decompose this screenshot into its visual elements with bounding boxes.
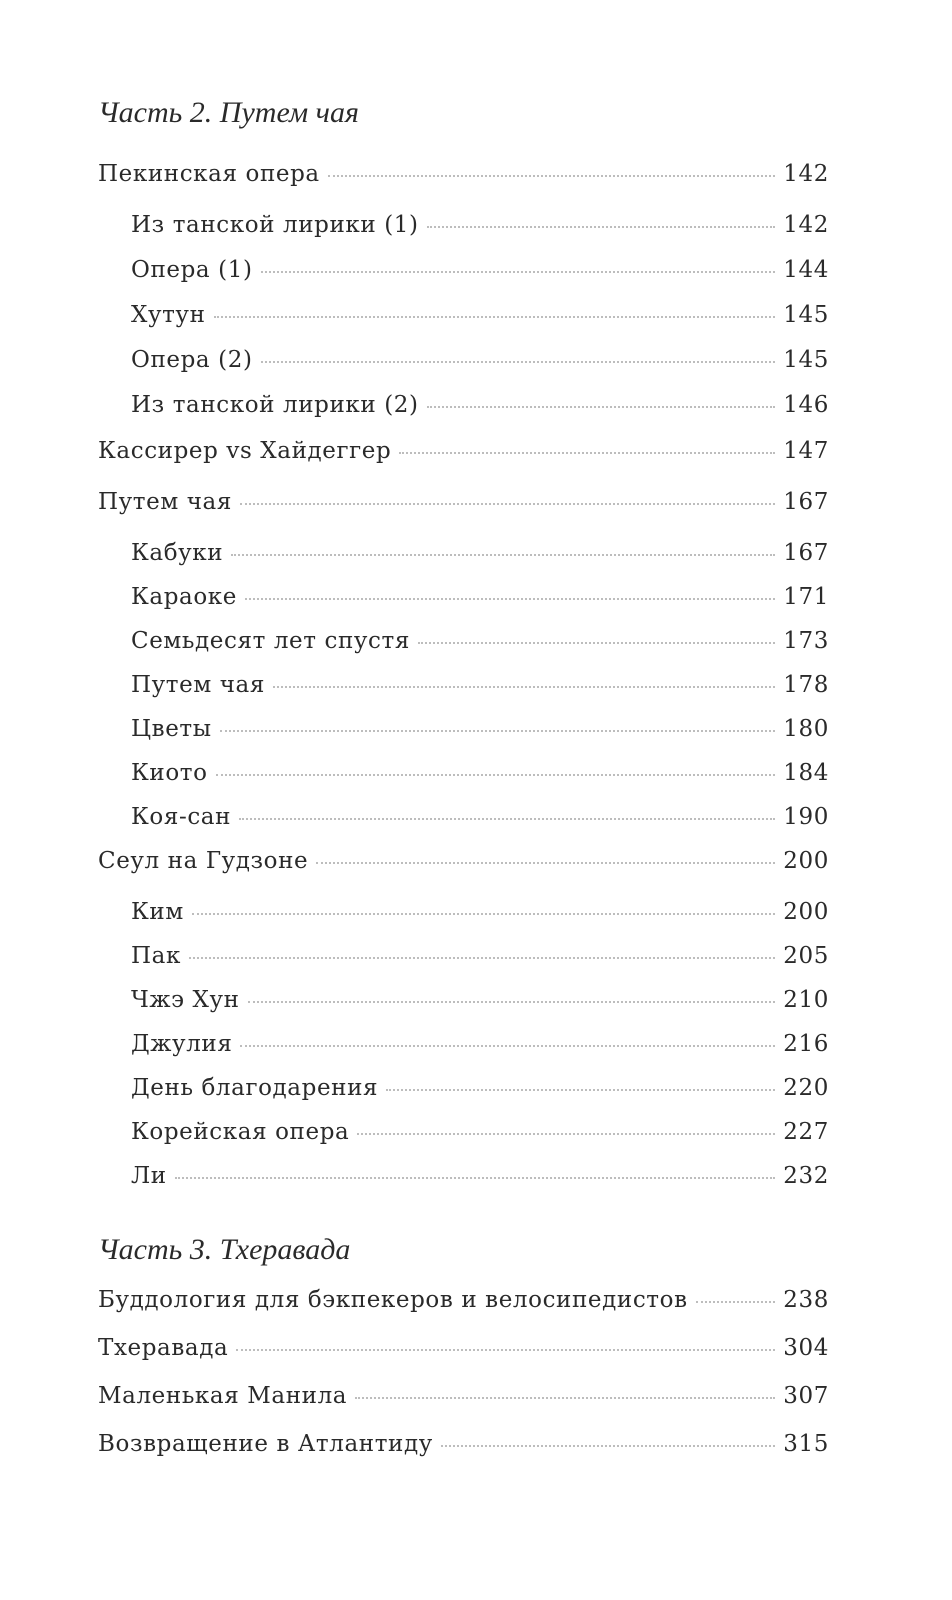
toc-entry-title: Из танской лирики (2) [131, 392, 419, 418]
toc-entry-title: Коя-сан [131, 804, 232, 830]
toc-entry-page: 200 [783, 899, 829, 925]
dot-leader [418, 642, 775, 644]
toc-entry-title: Буддология для бэкпекеров и велосипедистов [98, 1287, 688, 1313]
dot-leader [427, 406, 776, 408]
toc-entry[interactable] [131, 1159, 829, 1193]
toc-entry-title: Семьдесят лет спустя [131, 628, 410, 654]
toc-entry-page: 216 [783, 1031, 829, 1057]
toc-entry-title: Из танской лирики (1) [131, 212, 419, 238]
dot-leader [273, 686, 775, 688]
toc-entry-page: 142 [783, 161, 829, 187]
toc-entry-title: Пекинская опера [98, 161, 320, 187]
dot-leader [231, 554, 775, 556]
dot-leader [261, 361, 776, 363]
toc-entry[interactable] [131, 668, 829, 702]
toc-entry-title: Кабуки [131, 540, 224, 566]
toc-entry[interactable] [98, 1331, 829, 1365]
toc-entry[interactable] [131, 208, 829, 242]
toc-entry[interactable] [131, 388, 829, 422]
toc-entry[interactable] [131, 895, 829, 929]
toc-entry-title: Цветы [131, 716, 212, 742]
toc-entry-page: 171 [783, 584, 829, 610]
dot-leader [441, 1445, 775, 1447]
toc-entry[interactable] [131, 580, 829, 614]
toc-entry-page: 146 [783, 392, 829, 418]
toc-entry-page: 227 [783, 1119, 829, 1145]
toc-entry-title: Возвращение в Атлантиду [98, 1431, 433, 1457]
dot-leader [239, 818, 775, 820]
toc-entry[interactable] [98, 844, 829, 878]
toc-entry[interactable] [131, 1115, 829, 1149]
toc-entry-page: 167 [783, 540, 829, 566]
toc-entry-page: 205 [783, 943, 829, 969]
toc-entry-title: Путем чая [131, 672, 265, 698]
toc-entry-title: Хутун [131, 302, 206, 328]
toc-entry-page: 178 [783, 672, 829, 698]
toc-entry[interactable] [131, 939, 829, 973]
toc-entry[interactable] [98, 1283, 829, 1317]
toc-entry[interactable] [98, 434, 829, 468]
dot-leader [696, 1301, 776, 1303]
toc-entry-page: 190 [783, 804, 829, 830]
dot-leader [236, 1349, 775, 1351]
toc-entry[interactable] [131, 298, 829, 332]
dot-leader [175, 1177, 776, 1179]
toc-entry-title: Маленькая Манила [98, 1383, 348, 1409]
toc-entry-page: 142 [783, 212, 829, 238]
toc-entry[interactable] [131, 1071, 829, 1105]
toc-entry[interactable] [98, 485, 829, 519]
toc-entry-title: Чжэ Хун [131, 987, 240, 1013]
dot-leader [214, 316, 776, 318]
dot-leader [245, 598, 775, 600]
toc-entry-title: Джулия [131, 1031, 233, 1057]
dot-leader [220, 730, 776, 732]
toc-entry[interactable] [131, 1027, 829, 1061]
dot-leader [216, 774, 776, 776]
toc-entry-title: Караоке [131, 584, 237, 610]
toc-entry-page: 173 [783, 628, 829, 654]
toc-entry-page: 180 [783, 716, 829, 742]
toc-entry-title: Опера (1) [131, 257, 253, 283]
toc-entry[interactable] [131, 712, 829, 746]
dot-leader [357, 1133, 775, 1135]
dot-leader [316, 862, 775, 864]
dot-leader [328, 175, 776, 177]
toc-entry-page: 147 [783, 438, 829, 464]
toc-entry-page: 232 [783, 1163, 829, 1189]
dot-leader [399, 452, 775, 454]
dot-leader [240, 1045, 775, 1047]
toc-entry-page: 145 [783, 347, 829, 373]
toc-entry-page: 307 [783, 1383, 829, 1409]
part-3-heading: Часть 3. Тхеравада [98, 1233, 351, 1266]
toc-entry[interactable] [131, 343, 829, 377]
dot-leader [355, 1397, 775, 1399]
toc-entry-title: Опера (2) [131, 347, 253, 373]
dot-leader [248, 1001, 776, 1003]
toc-entry-title: Ли [131, 1163, 167, 1189]
toc-entry-page: 304 [783, 1335, 829, 1361]
toc-entry[interactable] [131, 253, 829, 287]
toc-entry-page: 238 [783, 1287, 829, 1313]
toc-entry[interactable] [98, 1427, 829, 1461]
part-2-heading: Часть 2. Путем чая [98, 96, 359, 129]
toc-entry-page: 167 [783, 489, 829, 515]
dot-leader [240, 503, 775, 505]
toc-entry-page: 144 [783, 257, 829, 283]
dot-leader [261, 271, 776, 273]
dot-leader [192, 913, 775, 915]
toc-entry-title: Сеул на Гудзоне [98, 848, 309, 874]
toc-entry[interactable] [98, 157, 829, 191]
dot-leader [427, 226, 776, 228]
toc-entry-page: 184 [783, 760, 829, 786]
toc-entry-page: 220 [783, 1075, 829, 1101]
toc-entry[interactable] [131, 624, 829, 658]
toc-entry-title: Киото [131, 760, 208, 786]
toc-entry-page: 200 [783, 848, 829, 874]
toc-entry[interactable] [131, 756, 829, 790]
toc-entry[interactable] [131, 536, 829, 570]
toc-entry-title: Пак [131, 943, 181, 969]
toc-entry-title: Тхеравада [98, 1335, 229, 1361]
toc-entry-title: День благодарения [131, 1075, 379, 1101]
toc-entry[interactable] [131, 800, 829, 834]
dot-leader [386, 1089, 775, 1091]
toc-entry-page: 145 [783, 302, 829, 328]
toc-entry-page: 210 [783, 987, 829, 1013]
toc-entry-title: Ким [131, 899, 184, 925]
toc-entry[interactable] [131, 983, 829, 1017]
toc-entry[interactable] [98, 1379, 829, 1413]
toc-entry-page: 315 [783, 1431, 829, 1457]
toc-entry-title: Корейская опера [131, 1119, 350, 1145]
dot-leader [189, 957, 775, 959]
toc-entry-title: Кассирер vs Хайдеггер [98, 438, 392, 464]
toc-entry-title: Путем чая [98, 489, 232, 515]
